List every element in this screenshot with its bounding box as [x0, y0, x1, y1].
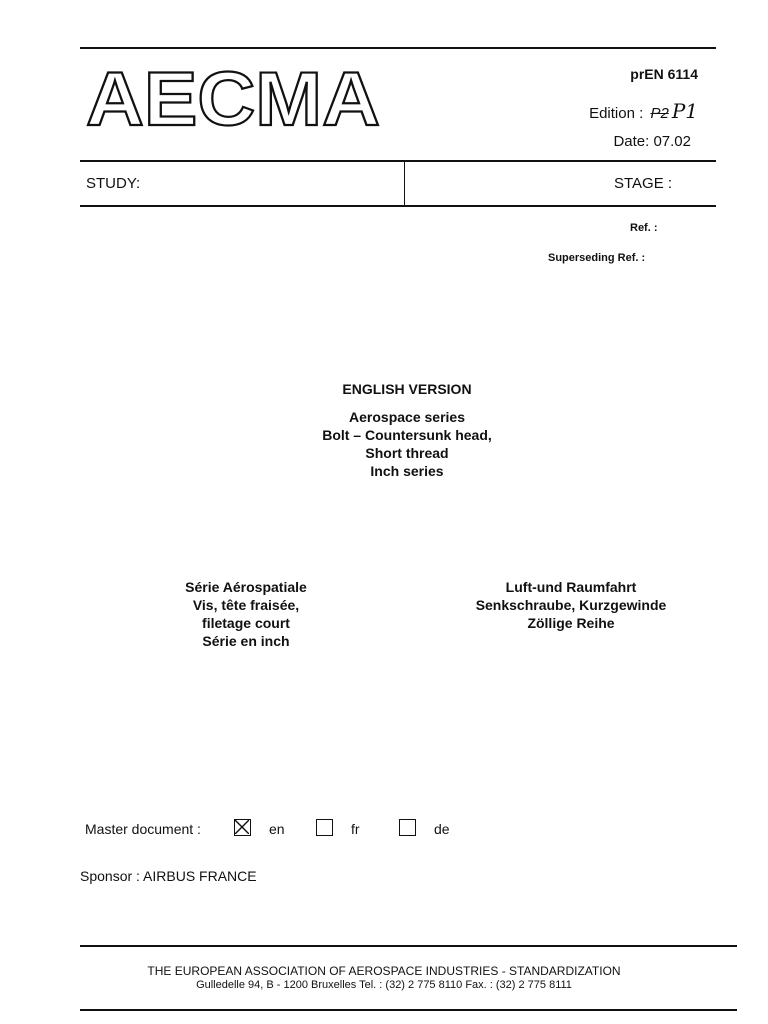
- sponsor-line: Sponsor : AIRBUS FRANCE: [80, 868, 257, 884]
- ref-label: Ref. :: [630, 222, 658, 234]
- top-rule: [80, 47, 716, 49]
- footer-top-rule: [80, 945, 737, 947]
- study-bottom-rule: [80, 205, 716, 207]
- superseding-ref-label: Superseding Ref. :: [548, 252, 646, 264]
- german-title-line1: Luft-und Raumfahrt: [505, 579, 637, 595]
- french-title-line1: Série Aérospatiale: [185, 579, 307, 595]
- english-title-line2: Bolt – Countersunk head,: [322, 427, 492, 443]
- english-title-line4: Inch series: [370, 463, 444, 479]
- edition-handwritten: P1: [671, 99, 698, 123]
- master-de-checkbox[interactable]: [399, 819, 416, 836]
- english-title-line3: Short thread: [365, 445, 449, 461]
- header-bottom-rule: [80, 160, 716, 162]
- document-number: prEN 6114: [630, 66, 698, 82]
- master-en-checkbox[interactable]: [234, 819, 251, 836]
- german-title-line2: Senkschraube, Kurzgewinde: [475, 597, 667, 613]
- master-document-label: Master document :: [85, 821, 201, 837]
- french-title-line3: filetage court: [202, 615, 290, 631]
- german-title-line3: Zöllige Reihe: [527, 615, 615, 631]
- aecma-logo: [86, 68, 382, 128]
- study-label: STUDY:: [86, 175, 141, 192]
- german-title-block: [446, 578, 696, 632]
- checkmark-x-icon: [235, 820, 249, 834]
- date-label: Date: 07.02: [613, 133, 691, 150]
- stage-label: STAGE :: [614, 175, 673, 192]
- study-stage-divider: [404, 161, 405, 206]
- english-version-heading: ENGLISH VERSION: [342, 381, 472, 397]
- english-title-line1: Aerospace series: [349, 409, 465, 425]
- master-de-label: de: [434, 821, 450, 837]
- master-fr-label: fr: [351, 821, 360, 837]
- master-fr-checkbox[interactable]: [316, 819, 333, 836]
- french-title-line4: Série en inch: [202, 633, 290, 649]
- english-version-block: [270, 380, 544, 480]
- footer-address: Gulledelle 94, B - 1200 Bruxelles Tel. : (32) 2 775 8110 Fax. : (32) 2 775 8111: [196, 979, 572, 991]
- edition-struck: P2: [650, 105, 669, 122]
- edition-label: Edition :: [589, 105, 644, 122]
- french-title-line2: Vis, tête fraisée,: [192, 597, 300, 613]
- footer-org-name: THE EUROPEAN ASSOCIATION OF AEROSPACE INDUSTRIES - STANDARDIZATION: [147, 964, 621, 978]
- master-en-label: en: [269, 821, 285, 837]
- aecma-logo-text: AECMA: [86, 68, 380, 128]
- french-title-block: [140, 578, 352, 650]
- footer-bottom-rule: [80, 1009, 737, 1011]
- edition-line: [589, 99, 698, 123]
